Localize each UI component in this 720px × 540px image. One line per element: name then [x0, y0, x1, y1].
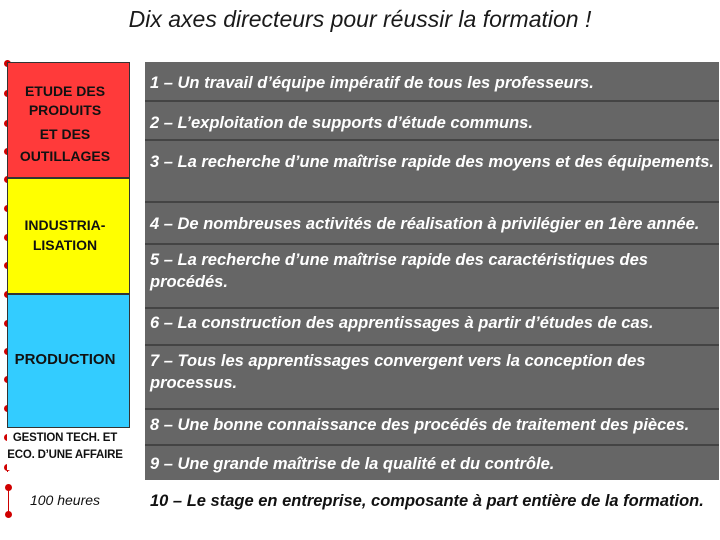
axis-row: 5 – La recherche d’une maîtrise rapide des caractéristiques des procédés.: [145, 243, 719, 307]
timeline-dot: [5, 511, 12, 518]
slide-title: Dix axes directeurs pour réussir la formation !: [128, 6, 592, 32]
axis-row-last: 10 – Le stage en entreprise, composante à part entière de la formation.: [150, 492, 704, 510]
block-label-line: LISATION: [32, 237, 98, 253]
block-label-line: ET DES: [39, 126, 91, 142]
block-label-line: ETUDE DES: [24, 83, 106, 99]
axis-row: 6 – La construction des apprentissages à partir d’études de cas.: [145, 307, 719, 344]
axis-row: 7 – Tous les apprentissages convergent vers la conception des processus.: [145, 344, 719, 410]
block-label-line: GESTION TECH. ET: [12, 432, 118, 444]
block-label-line: PRODUITS: [28, 102, 102, 118]
axes-panel: [145, 62, 719, 480]
axis-row: 2 – L’exploitation de supports d’étude communs.: [145, 100, 719, 139]
block-label-production: PRODUCTION: [14, 351, 116, 368]
hours-label: 100 heures: [29, 492, 101, 508]
timeline-dot: [5, 484, 12, 491]
axis-row: 4 – De nombreuses activités de réalisation à privilégier en 1ère année.: [145, 201, 719, 248]
axis-row: 1 – Un travail d’équipe impératif de tous les professeurs.: [150, 74, 594, 92]
block-label-line: INDUSTRIA-: [24, 217, 106, 233]
block-label-line: OUTILLAGES: [19, 148, 111, 164]
axis-row: 9 – Une grande maîtrise de la qualité et du contrôle.: [145, 444, 719, 480]
axis-row: 8 – Une bonne connaissance des procédés de traitement des pièces.: [145, 408, 719, 444]
axis-row: 3 – La recherche d’une maîtrise rapide des moyens et des équipements.: [145, 139, 719, 201]
block-label-line: ECO. D’UNE AFFAIRE: [7, 449, 123, 461]
